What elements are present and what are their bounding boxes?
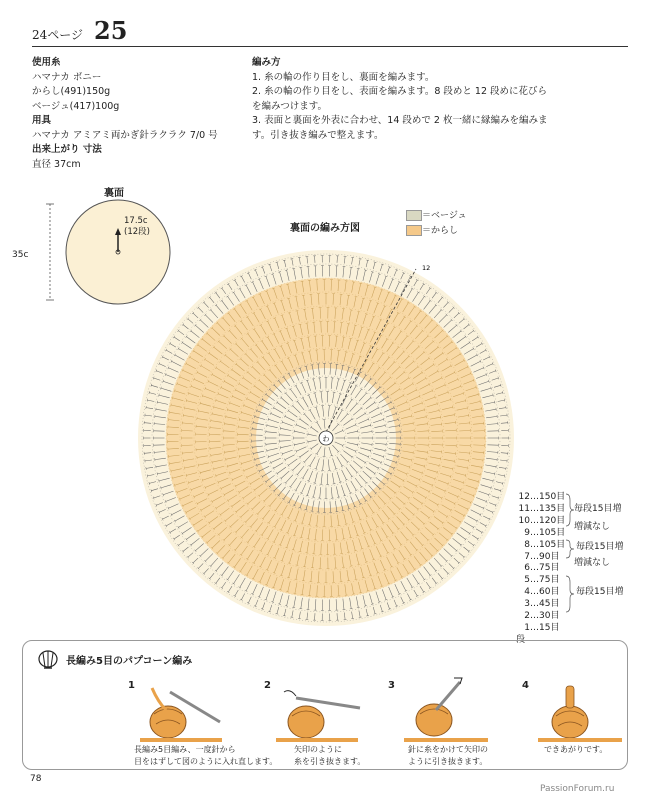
rows-footer: 段: [516, 634, 526, 645]
stitch-count: …150目: [530, 492, 566, 502]
stitch-count: …15目: [530, 622, 560, 633]
legend-label-beige: ＝ベージュ: [422, 211, 467, 221]
radius-rows: (12段): [124, 227, 150, 237]
page-reference: 24ページ: [32, 28, 84, 42]
legend-item-beige: [406, 209, 467, 224]
note-no-change-2: 増減なし: [574, 558, 611, 568]
row-count-line: [516, 504, 565, 516]
step3-line1: 針に糸をかけて矢印の: [408, 745, 488, 754]
size-text: 直径 37cm: [32, 158, 81, 170]
step1-illustration: [130, 684, 230, 744]
small-radius-label: [124, 216, 150, 238]
step3-line2: ように引き抜きます。: [408, 757, 488, 766]
row-number: 12: [518, 492, 530, 502]
yarn-brand: ハマナカ ボニー: [32, 71, 102, 83]
step2-line2: 糸を引き抜きます。: [294, 757, 366, 766]
row-number: 5: [524, 575, 530, 586]
note-no-change-1: 増減なし: [574, 522, 611, 532]
row-count-line: [516, 540, 565, 552]
row-number: 7: [524, 551, 530, 562]
materials-section: [32, 56, 252, 172]
tools-heading: 用具: [32, 115, 52, 126]
stitch-count: …60目: [530, 587, 560, 598]
stitch-count: …135目: [530, 503, 566, 514]
legend: [406, 209, 467, 239]
small-diagram-title: 裏面: [104, 188, 124, 199]
row-number: 3: [524, 599, 530, 610]
row-count-line: [516, 587, 565, 599]
method-step: を編みつけます。: [252, 100, 328, 112]
chart-title: 裏面の編み方図: [290, 223, 360, 234]
method-step: 3. 表面と裏面を外表に合わせ、14 段めで 2 枚一緒に縁編みを編みま: [252, 115, 548, 126]
stitch-count: …75目: [530, 563, 560, 574]
row-count-line: [516, 492, 565, 504]
row-count-table: [516, 492, 565, 647]
step4-text: [544, 744, 607, 756]
step3-illustration: [396, 676, 496, 744]
small-diameter-label: 35c: [12, 250, 29, 260]
step1-line1: 長編み5目編み、一度針から: [134, 745, 236, 754]
watermark: PassionForum.ru: [540, 784, 615, 794]
note-increase-1: 毎段15目増: [574, 504, 622, 514]
tools-text: ハマナカ アミアミ両かぎ針ラクラク 7/0 号: [32, 129, 218, 141]
method-heading: 編み方: [252, 57, 281, 68]
center-label: わ: [322, 435, 330, 443]
method-step: 1. 糸の輪の作り目をし、裏面を編みます。: [252, 71, 435, 83]
step-number: 3: [388, 680, 395, 691]
legend-label-mustard: ＝からし: [422, 226, 459, 236]
note-increase-3: 毎段15目増: [576, 587, 624, 597]
row-count-line: [516, 563, 565, 575]
legend-swatch-mustard: [406, 225, 422, 236]
step-number: 2: [264, 680, 271, 691]
step2-illustration: [266, 684, 366, 744]
header-rule: [32, 46, 628, 47]
end-row-label: 12: [422, 264, 431, 272]
step4-illustration: [530, 680, 630, 744]
row-count-line: [516, 611, 565, 623]
page-number: 78: [30, 774, 42, 784]
method-step: 2. 糸の輪の作り目をし、表面を編みます。8 段めと 12 段めに花びら: [252, 86, 548, 97]
yarn-heading: 使用糸: [32, 57, 61, 68]
popcorn-stitch-icon: [36, 648, 60, 672]
row-count-line: [516, 516, 565, 528]
row-number: 9: [524, 527, 530, 538]
stitch-count: …120目: [530, 515, 566, 526]
stitch-count: …75目: [530, 575, 560, 586]
note-increase-2: 毎段15目増: [576, 542, 624, 552]
step2-line1: 矢印のように: [294, 745, 342, 754]
row-number: 8: [524, 539, 530, 550]
row-number: 6: [524, 563, 530, 574]
step2-text: [294, 744, 365, 768]
legend-item-mustard: [406, 224, 467, 239]
step1-text: [134, 744, 277, 768]
method-section: [252, 56, 612, 143]
row-number: 10: [518, 515, 530, 526]
row-number: 2: [524, 611, 530, 622]
row-number: 1: [524, 622, 530, 633]
row-count-line: [516, 599, 565, 611]
pattern-number: 25: [94, 16, 128, 45]
method-step: す。引き抜き編みで整えます。: [252, 129, 384, 141]
step3-text: [408, 744, 488, 768]
row-count-line: [516, 528, 565, 540]
stitch-count: …90目: [530, 551, 560, 562]
size-heading: 出来上がり 寸法: [32, 144, 102, 155]
row-count-line: [516, 552, 565, 564]
step-number: 4: [522, 680, 529, 691]
legend-swatch-beige: [406, 210, 422, 221]
row-number: 4: [524, 587, 530, 598]
stitch-count: …45目: [530, 599, 560, 610]
stitch-count: …105目: [530, 527, 566, 538]
row-count-line: [516, 575, 565, 587]
yarn-beige: ベージュ(417)100g: [32, 100, 120, 112]
yarn-mustard: からし(491)150g: [32, 86, 111, 97]
crochet-chart: [126, 240, 526, 640]
row-count-line: [516, 623, 565, 635]
stitch-count: …105目: [530, 539, 566, 550]
stitch-count: …30目: [530, 611, 560, 622]
step4-line1: できあがりです。: [544, 745, 608, 754]
radius-value: 17.5c: [124, 216, 148, 226]
step1-line2: 目をはずして図のように入れ直します。: [134, 757, 278, 766]
row-number: 11: [518, 503, 530, 514]
step-number: 1: [128, 680, 135, 691]
instruction-title: 長編み5目のパプコーン編み: [66, 656, 193, 667]
